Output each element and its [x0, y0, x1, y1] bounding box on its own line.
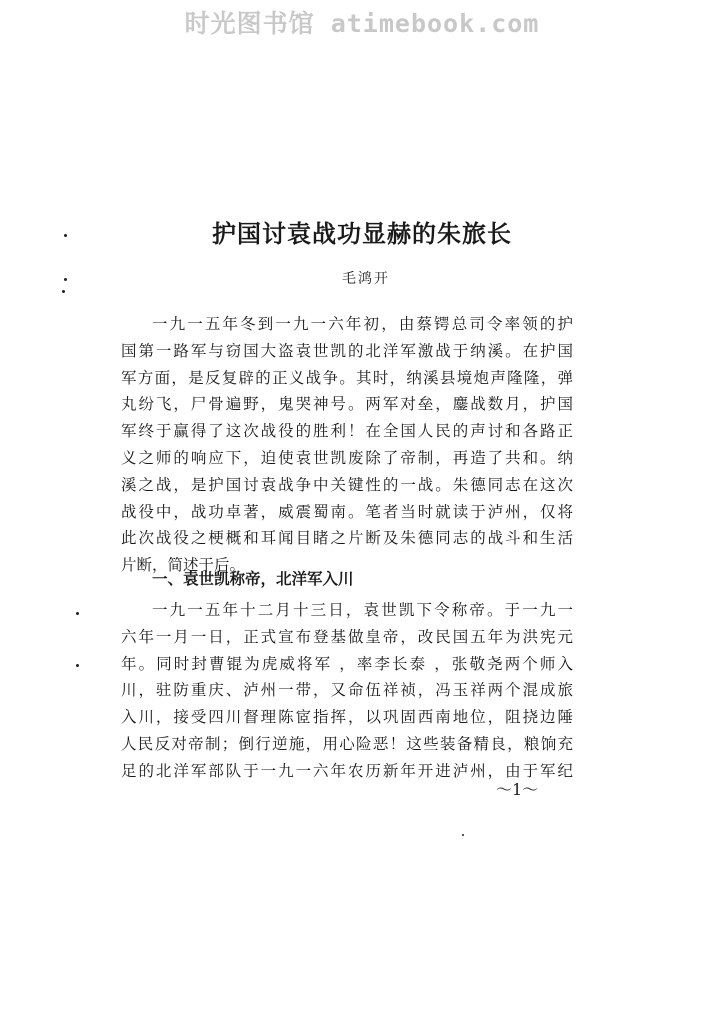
- article-title: 护国讨袁战功显赫的朱旅长: [212, 219, 512, 248]
- text-line: 足的北洋军部队于一九一六年农历新年开进泸州，由于军纪: [121, 761, 573, 780]
- text-line: 人民反对帝制；倒行逆施，用心险恶！这些装备精良，粮饷充: [121, 734, 573, 753]
- text-line: 年。同时封曹锟为虎威将军 ，率李长泰 ，张敬尧两个师入: [121, 654, 573, 673]
- text-line: 六年一月一日，正式宣布登基做皇帝，改民国五年为洪宪元: [121, 627, 573, 646]
- text-line: 川，驻防重庆、泸州一带，又命伍祥祯，冯玉祥两个混成旅: [121, 681, 573, 700]
- scan-speck: [64, 278, 67, 281]
- scan-speck: [62, 290, 65, 293]
- article-author: 毛鸿开: [342, 271, 390, 287]
- scan-speck: [76, 612, 79, 615]
- text-line: 国第一路军与窃国大盗袁世凯的北洋军激战于纳溪。在护国: [121, 341, 573, 360]
- text-line: 此次战役之梗概和耳闻目睹之片断及朱德同志的战斗和生活: [121, 529, 573, 548]
- page-number: ～1～: [496, 780, 539, 799]
- section-heading: 一、袁世凯称帝，北洋军入川: [152, 569, 354, 588]
- intro-paragraph: [121, 311, 573, 579]
- text-line: 战役中，战功卓著，威震蜀南。笔者当时就读于泸州，仅将: [121, 502, 573, 521]
- scan-speck: [462, 834, 464, 836]
- text-line: 丸纷飞，尸骨遍野，鬼哭神号。两军对垒，鏖战数月，护国: [121, 395, 573, 414]
- scan-speck: [76, 664, 79, 667]
- text-line: 军终于赢得了这次战役的胜利！在全国人民的声讨和各路正: [121, 422, 573, 441]
- text-line: 义之师的响应下，迫使袁世凯废除了帝制，再造了共和。纳: [121, 448, 573, 467]
- text-line: 一九一五年冬到一九一六年初，由蔡锷总司令率领的护: [152, 315, 573, 333]
- text-line: 入川，接受四川督理陈宧指挥，以巩固西南地位，阻挠边陲: [121, 708, 573, 727]
- section-paragraph: [121, 597, 573, 785]
- watermark: 时光图书馆 atimebook.com: [184, 9, 540, 38]
- text-line: 片断，简述于后。: [121, 556, 246, 575]
- text-line: 军方面，是反复辟的正义战争。其时，纳溪县境炮声隆隆，弹: [121, 368, 573, 387]
- text-line: 溪之战，是护国讨袁战争中关键性的一战。朱德同志在这次: [121, 475, 573, 494]
- text-line: 一九一五年十二月十三日，袁世凯下令称帝。于一九一: [152, 601, 573, 619]
- scan-speck: [64, 234, 67, 237]
